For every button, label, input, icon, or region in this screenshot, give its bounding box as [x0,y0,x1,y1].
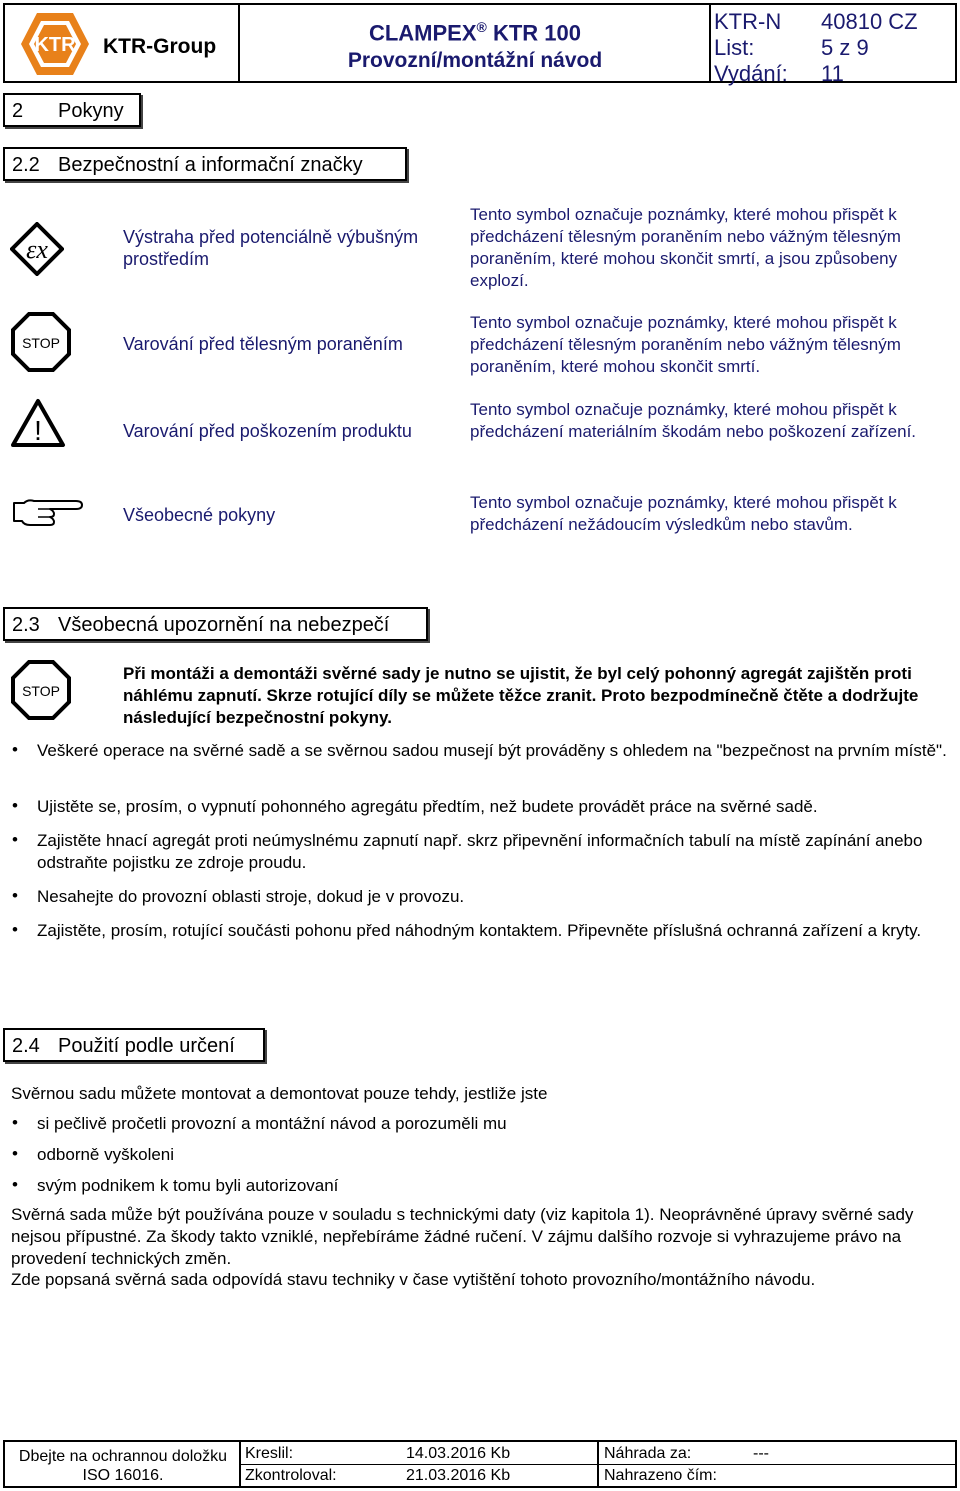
product-title: CLAMPEX® KTR 100 [368,19,582,46]
section-2-3-heading: 2.3 Všeobecná upozornění na nebezpečí [3,607,428,641]
symbol-desc-injury: Tento symbol označuje poznámky, které mohou přispět k předcházení tělesným poraněním nebo vážným tělesným poraněním, které mohou skončit smrtí. [470,313,901,376]
bullet-icon: • [12,796,18,815]
list-item: Ujistěte se, prosím, o vypnutí pohonného agregátu předtím, než budete provádět práce na svěrné sadě. [37,797,818,816]
svg-text:εx: εx [26,235,48,264]
list-item: Zajistěte, prosím, rotující součásti pohonu před náhodným kontaktem. Připevněte příslušná ochranná zařízení a kryty. [37,921,922,940]
replaces-value: --- [753,1445,769,1462]
section-2-4-heading: 2.4 Použití podle určení [3,1028,265,1062]
svg-text:!: ! [34,415,42,446]
general-hazard-warning: Při montáži a demontáži svěrné sady je nutno se ujistit, že byl celý pohonný agregát zajištěn proti náhlému zapnutí. Skrze rotující díly se můžete těžce zranit. Proto bezpodmínečně čtěte a dodržujte následující bezpečnostní pokyny. [123,664,919,727]
checked-date: 21.03.2016 Kb [406,1467,511,1484]
bullet-icon: • [12,920,18,939]
list-item: si pečlivě pročetli provozní a montážní návod a porozuměli mu [37,1114,507,1133]
svg-text:STOP: STOP [22,683,60,699]
drawn-label: Kreslil: [245,1445,294,1462]
bullet-icon: • [12,830,18,849]
sheet-number: List: 5 z 9 [714,35,869,60]
replaced-by-label: Nahrazeno čím: [604,1467,717,1484]
document-type: Provozní/montážní návod [347,49,603,72]
symbol-desc-product-damage: Tento symbol označuje poznámky, které mohou přispět k předcházení materiálním škodám nebo poškození zařízení. [470,400,917,441]
list-item: odborně vyškoleni [37,1145,175,1164]
document-footer [3,1440,957,1488]
iso-protection-note: Dbejte na ochrannou doložku ISO 16016. [18,1448,228,1484]
ex-explosion-icon [10,222,64,276]
replaces-label: Náhrada za: [604,1445,692,1462]
section-2-heading: 2 Pokyny [3,93,141,127]
list-item: Nesahejte do provozní oblasti stroje, dokud je v provozu. [37,887,465,906]
list-item: Zajistěte hnací agregát proti neúmyslnému zapnutí např. skrz připevnění informačních tabulí na místě zapínání anebo odstraňte pojistku ze zdroje proudu. [37,831,923,872]
svg-text:STOP: STOP [22,335,60,351]
checked-label: Zkontroloval: [245,1467,337,1484]
list-item: svým podnikem k tomu byli autorizovaní [37,1176,339,1195]
symbol-label-injury: Varování před tělesným poraněním [123,334,403,354]
svg-text:KTR: KTR [34,34,76,56]
intended-use-paragraph: Svěrná sada může být používána pouze v souladu s technickými daty (viz kapitola 1). Neoprávněné úpravy svěrné sady nejsou přípustné. Za škody takto vzniklé, nepřebíráme žádné ručení. V zájmu dalšího rozvoje si vyhrazujeme právo na provedení technických změn. [11,1205,914,1268]
stop-icon [11,312,71,372]
section-2-2-heading: 2.2 Bezpečnostní a informační značky [3,147,407,181]
symbol-label-general: Všeobecné pokyny [123,505,276,525]
symbol-label-product-damage: Varování před poškozením produktu [123,421,412,441]
warning-triangle-icon [10,398,66,448]
bullet-icon: • [12,1175,18,1194]
intended-use-intro: Svěrnou sadu můžete montovat a demontovat pouze tehdy, jestliže jste [11,1084,548,1103]
intended-use-paragraph: Zde popsaná svěrná sada odpovídá stavu techniky v čase vytištění tohoto provozního/montážního návodu. [11,1270,816,1289]
bullet-icon: • [12,1113,18,1132]
edition-number: Vydání: 11 [714,61,844,86]
bullet-icon: • [12,886,18,905]
stop-icon [11,660,71,720]
symbol-desc-explosion: Tento symbol označuje poznámky, které mohou přispět k předcházení tělesným poraněním nebo vážným tělesným poraněním, které mohou skončit smrtí, a jsou způsobeny explozí. [470,205,901,290]
document-header [3,3,957,86]
company-name: KTR-Group [103,35,217,58]
symbol-desc-general: Tento symbol označuje poznámky, které mohou přispět k předcházení nežádoucím výsledkům nebo stavům. [470,493,897,534]
list-item: Veškeré operace na svěrné sadě a se svěrnou sadou musejí být prováděny s ohledem na "bezpečnost na prvním místě". [37,741,947,760]
drawn-date: 14.03.2016 Kb [406,1445,511,1462]
symbol-label-explosion: Výstraha před potenciálně výbušným prostředím [123,227,419,269]
bullet-icon: • [12,740,18,759]
ktr-logo [19,11,91,77]
doc-number: KTR-N 40810 CZ [714,9,918,34]
bullet-icon: • [12,1144,18,1163]
pointing-hand-icon [10,495,84,531]
